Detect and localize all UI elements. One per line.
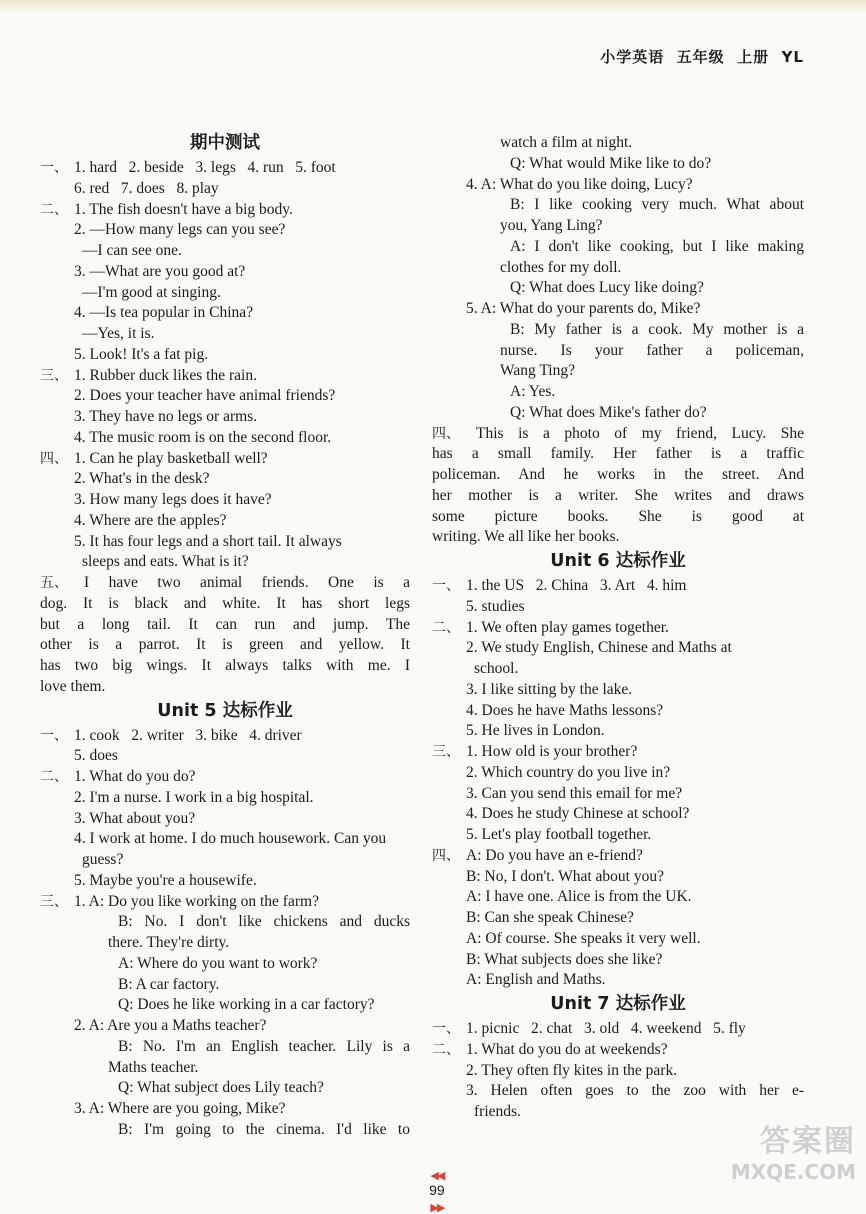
- answer-line: policeman. And he works in the street. And: [432, 466, 804, 483]
- section-marker: 二、: [40, 769, 68, 785]
- answer-line: B: No, I don't. What about you?: [466, 867, 664, 885]
- answer-line: [432, 1019, 804, 1040]
- section-marker: 三、: [432, 744, 460, 760]
- section-marker: 三、: [40, 367, 68, 384]
- answer-line: 2. We study English, Chinese and Maths at: [466, 639, 732, 657]
- section-marker: 二、: [432, 619, 460, 636]
- answer-line: 2. —How many legs can you see?: [74, 221, 286, 239]
- answer-text: I have two animal friends. One is a: [84, 574, 410, 591]
- answer-line: love them.: [40, 677, 106, 695]
- answer-line: 3. Helen often goes to the zoo with her e-: [466, 1082, 804, 1100]
- answer-line: B: Can she speak Chinese?: [466, 909, 634, 926]
- answer-line: [40, 767, 410, 788]
- answer-line: —I'm good at singing.: [82, 283, 221, 301]
- answer-line: school.: [474, 660, 519, 677]
- answer-line: Q: What does Lucy like doing?: [510, 279, 704, 297]
- answer-line: Maths teacher.: [108, 1058, 199, 1076]
- answer-line: 5. Let's play football together.: [466, 826, 652, 843]
- site-watermark: [731, 1116, 856, 1184]
- answer-line: B: A car factory.: [118, 975, 220, 993]
- answer-line: B: I like cooking very much. What about: [510, 196, 804, 214]
- answer-text: This is a photo of my friend, Lucy. She: [476, 424, 804, 442]
- answer-line: A: Where do you want to work?: [118, 954, 318, 972]
- answer-line: nurse. Is your father a policeman,: [500, 341, 804, 359]
- answer-line: 2. What's in the desk?: [74, 470, 210, 488]
- answer-line: 2. A: Are you a Maths teacher?: [74, 1017, 267, 1034]
- answer-line: 5. It has four legs and a short tail. It always: [74, 532, 342, 550]
- answer-line: [40, 158, 410, 179]
- answer-line: you, Yang Ling?: [500, 217, 603, 234]
- answer-line: 4. Does he study Chinese at school?: [466, 805, 690, 823]
- answer-line: 3. How many legs does it have?: [74, 491, 272, 508]
- answer-line: B: No. I'm an English teacher. Lily is a: [118, 1037, 410, 1055]
- answer-line: has a small family. Her father is a traffic: [432, 445, 804, 463]
- page-header: 小学英语 五年级 上册 YL: [600, 48, 804, 66]
- answer-line: [40, 892, 410, 913]
- answer-line: some picture books. She is good at: [432, 507, 804, 525]
- answer-line: B: I'm going to the cinema. I'd like to: [118, 1120, 410, 1138]
- section-title: 期中测试: [190, 133, 260, 153]
- answer-line: friends.: [474, 1103, 521, 1120]
- answer-text: A: Do you have an e-friend?: [466, 846, 643, 864]
- answer-line: 3. —What are you good at?: [74, 262, 246, 280]
- answer-line: 3. I like sitting by the lake.: [466, 680, 633, 698]
- answer-line: B: What subjects does she like?: [466, 950, 663, 968]
- answer-text: 1. Can he play basketball well?: [74, 449, 268, 467]
- answer-text: 1. Rubber duck likes the rain.: [74, 366, 257, 384]
- answer-line: 4. The music room is on the second floor.: [74, 428, 332, 446]
- answer-line: sleeps and eats. What is it?: [82, 553, 249, 571]
- section-marker: 三、: [40, 893, 68, 910]
- answer-text: 1. the US 2. China 3. Art 4. him: [466, 577, 687, 594]
- answer-line: Q: Does he like working in a car factory?: [118, 996, 375, 1014]
- answer-text: 1. A: Do you like working on the farm?: [74, 892, 319, 910]
- answer-line: 4. Where are the apples?: [74, 511, 227, 529]
- answer-line: [40, 366, 410, 387]
- answer-line: 3. What about you?: [74, 809, 196, 827]
- answer-line: 4. —Is tea popular in China?: [74, 304, 254, 322]
- answer-line: has two big wings. It always talks with me. I: [40, 657, 410, 674]
- section-marker: 四、: [40, 450, 68, 467]
- answer-line: 3. Can you send this email for me?: [466, 784, 683, 802]
- answer-line: 5. does: [74, 747, 118, 765]
- answer-line: —Yes, it is.: [82, 325, 155, 342]
- section-marker: 四、: [432, 847, 460, 864]
- watermark-logo: 答案圈: [760, 1124, 856, 1159]
- answer-text: 1. What do you do?: [74, 768, 196, 785]
- answer-line: 2. I'm a nurse. I work in a big hospital.: [74, 788, 314, 806]
- answer-line: there. They're dirty.: [108, 934, 230, 951]
- answer-text: 1. cook 2. writer 3. bike 4. driver: [74, 726, 302, 744]
- next-page-icon[interactable]: ▶▶: [430, 1202, 444, 1214]
- answer-line: 5. He lives in London.: [466, 722, 605, 740]
- answer-line: [432, 742, 804, 763]
- answer-line: A: I have one. Alice is from the UK.: [466, 888, 692, 906]
- section-marker: 一、: [432, 1021, 460, 1037]
- section-marker: 二、: [40, 201, 68, 218]
- answer-line: Q: What does Mike's father do?: [510, 403, 707, 421]
- left-column: [40, 130, 410, 1141]
- right-column: [432, 133, 804, 1123]
- page-number: 99: [429, 1182, 445, 1198]
- answer-line: Q: What subject does Lily teach?: [118, 1079, 324, 1097]
- answer-line: —I can see one.: [82, 242, 182, 259]
- answer-line: [40, 573, 410, 594]
- answer-line: her mother is a writer. She writes and draws: [432, 486, 804, 504]
- answer-line: 3. A: Where are you going, Mike?: [74, 1100, 286, 1117]
- answer-line: [40, 449, 410, 470]
- answer-line: B: My father is a cook. My mother is a: [510, 320, 804, 338]
- answer-line: watch a film at night.: [500, 134, 633, 151]
- answer-line: but a long tail. It can run and jump. The: [40, 615, 410, 633]
- answer-line: 2. They often fly kites in the park.: [466, 1061, 678, 1079]
- answer-line: 3. They have no legs or arms.: [74, 408, 258, 425]
- answer-line: 5. studies: [466, 597, 525, 615]
- section-marker: 一、: [40, 727, 68, 744]
- answer-line: 2. Which country do you live in?: [466, 763, 671, 781]
- answer-line: A: English and Maths.: [466, 971, 606, 989]
- answer-text: 1. picnic 2. chat 3. old 4. weekend 5. fly: [466, 1020, 746, 1037]
- answer-line: Wang Ting?: [500, 362, 575, 380]
- answer-line: 5. Maybe you're a housewife.: [74, 871, 257, 889]
- answer-line: 5. Look! It's a fat pig.: [74, 345, 209, 363]
- answer-line: [432, 1040, 804, 1061]
- answer-text: 1. The fish doesn't have a big body.: [74, 200, 293, 218]
- watermark-url: MXQE.COM: [730, 1160, 856, 1184]
- answer-line: clothes for my doll.: [500, 258, 622, 276]
- answer-line: [40, 726, 410, 747]
- answer-line: B: No. I don't like chickens and ducks: [118, 913, 410, 931]
- answer-line: [432, 576, 804, 597]
- section-title: Unit 7 达标作业: [550, 994, 686, 1014]
- prev-page-icon[interactable]: ◀◀: [430, 1170, 444, 1182]
- answer-line: [40, 200, 410, 221]
- answer-line: 6. red 7. does 8. play: [74, 179, 219, 197]
- answer-line: guess?: [82, 851, 124, 868]
- section-title: Unit 5 达标作业: [157, 700, 293, 721]
- section-marker: 一、: [432, 578, 460, 594]
- answer-line: dog. It is black and white. It has short legs: [40, 594, 410, 612]
- section-marker: 五、: [40, 575, 68, 591]
- section-marker: 二、: [432, 1041, 460, 1058]
- answer-text: 1. What do you do at weekends?: [466, 1040, 668, 1058]
- answer-line: Q: What would Mike like to do?: [510, 154, 712, 172]
- answer-line: writing. We all like her books.: [432, 528, 620, 546]
- answer-text: 1. How old is your brother?: [466, 743, 638, 760]
- answer-line: other is a parrot. It is green and yellow. It: [40, 636, 410, 654]
- answer-line: [432, 618, 804, 639]
- answer-text: 1. hard 2. beside 3. legs 4. run 5. foot: [74, 159, 336, 176]
- answer-text: 1. We often play games together.: [466, 618, 669, 636]
- answer-line: 2. Does your teacher have animal friends?: [74, 387, 336, 405]
- section-marker: 四、: [432, 425, 460, 442]
- answer-line: [432, 846, 804, 867]
- section-title: Unit 6 达标作业: [550, 551, 686, 571]
- answer-line: A: Yes.: [510, 383, 556, 400]
- top-decor-band: [0, 0, 866, 14]
- answer-line: 5. A: What do your parents do, Mike?: [466, 300, 701, 317]
- answer-line: [432, 424, 804, 445]
- answer-line: 4. A: What do you like doing, Lucy?: [466, 175, 693, 193]
- answer-line: 4. I work at home. I do much housework. Can you: [74, 830, 387, 848]
- section-marker: 一、: [40, 160, 68, 176]
- answer-line: 4. Does he have Maths lessons?: [466, 701, 664, 719]
- answer-line: A: Of course. She speaks it very well.: [466, 929, 701, 947]
- answer-line: A: I don't like cooking, but I like making: [510, 237, 804, 255]
